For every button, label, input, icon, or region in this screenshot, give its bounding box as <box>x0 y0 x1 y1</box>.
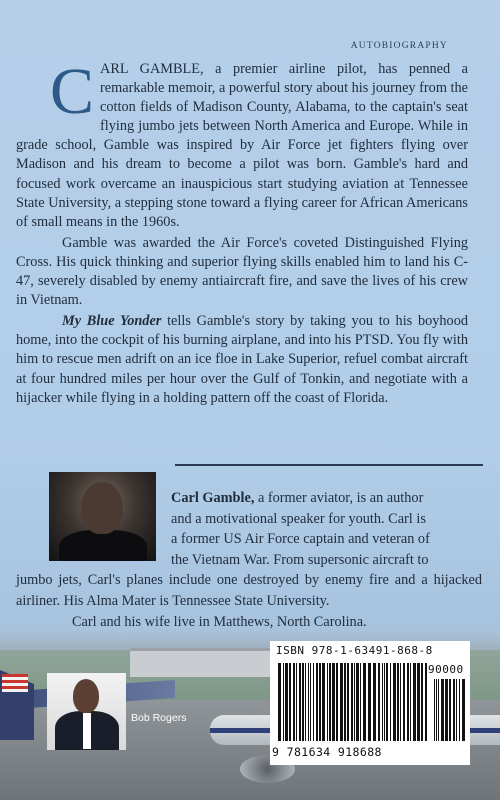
blurb-paragraph-2: Gamble was awarded the Air Force's coveted Distinguished Flying Cross. His quick thinking and superior flying skills enabled him to land his C-47, severely disabled by enemy antiaircraft fire, and save the lives of his crew in Vietnam. <box>16 234 468 309</box>
photo-credit: Bob Rogers <box>131 712 187 724</box>
author-bio <box>16 488 482 632</box>
isbn-label: ISBN 978-1-63491-868-8 <box>276 644 433 657</box>
photographer-portrait <box>47 673 126 750</box>
bio-last-line: Carl and his wife live in Matthews, North Carolina. <box>72 613 367 630</box>
blurb-text-1: ARL GAMBLE, a premier airline pilot, has penned a remarkable memoir, a powerful story about his journey from the cotton fields of Madison County, Alabama, to the captain's seat flying jumbo jets between North America and Europe. While in grade school, Gamble was inspired by Air Force jet fighters flying over Madison and his dream to become a pilot was born. Gamble's hard and focused work overcame an inauspicious start studying aviation at Tennessee State University, a stepping stone toward a flying career for African Americans of small means in the 1960s. <box>16 61 468 230</box>
barcode-bars <box>278 663 428 741</box>
section-divider <box>175 464 483 466</box>
isbn-barcode <box>270 641 470 765</box>
bio-rest: jumbo jets, Carl's planes include one destroyed by enemy fire and a hijacked airliner. His Alma Mater is Tennessee State University. <box>16 572 482 609</box>
bio-line-3: a former US Air Force captain and veteran of <box>171 531 430 548</box>
blurb-text-3: tells Gamble's story by taking you to his boyhood home, into the cockpit of his burning airplane, and into his PTSD. You fly with him to rescue men adrift on an ice floe in Lake Superior, refuel combat aircraft at four hundred miles per hour over the Gulf of Tonkin, and negotiate with a hijacker while flying in a holding pattern off the coast of Florida. <box>16 313 468 406</box>
barcode-addon-bars <box>434 679 466 741</box>
blurb-paragraph-1 <box>16 55 468 232</box>
bio-line-2: and a motivational speaker for youth. Carl is <box>171 510 426 527</box>
barcode-addon-number: 90000 <box>428 663 464 676</box>
blurb-paragraph-3 <box>16 312 468 407</box>
bio-line-1: Carl Gamble, a former aviator, is an author <box>171 490 424 506</box>
blurb <box>16 55 468 410</box>
genre-label: AUTOBIOGRAPHY <box>350 41 448 51</box>
author-name: Carl Gamble, <box>171 490 255 506</box>
bio-line-4: the Vietnam War. From supersonic aircraft to <box>171 551 429 568</box>
book-title: My Blue Yonder <box>62 313 162 330</box>
barcode-digits: 9 781634 918688 <box>272 745 382 759</box>
drop-cap: C <box>50 55 95 128</box>
